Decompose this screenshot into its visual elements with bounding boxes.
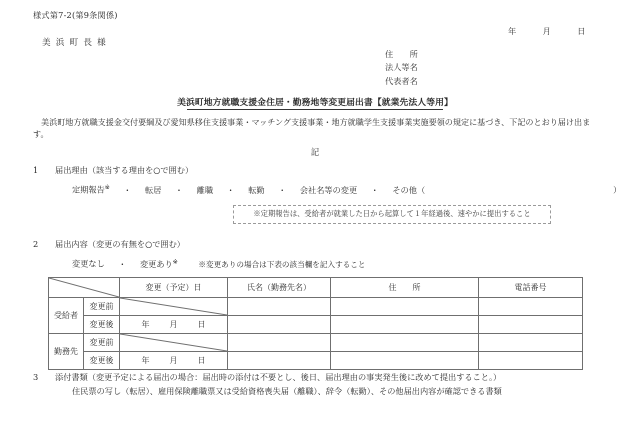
cell-workplace-after-phone[interactable] (479, 352, 583, 370)
separator: ・ (174, 184, 184, 195)
cell-workplace-after-date[interactable] (120, 352, 228, 370)
separator: ・ (226, 184, 235, 195)
table-header-address: 住 所 (331, 278, 479, 298)
cell-workplace-before-phone[interactable] (479, 334, 583, 352)
table-header-row (49, 278, 583, 298)
date-year-label: 年 (141, 355, 150, 365)
reason-option-moving[interactable]: 転居 (145, 184, 162, 195)
applicant-representative-label: 代表者名 (385, 75, 418, 86)
section3-body: 住民票の写し（転居）、雇用保険離職票又は受給資格喪失届（離職）、辞令（転勤）、その他届出内容が確認できる書類 (72, 386, 502, 396)
table-row (49, 334, 583, 352)
table-header-name: 氏名（勤務先名） (228, 278, 331, 298)
applicant-corporation-label: 法人等名 (385, 62, 418, 73)
reason-option-periodic[interactable]: 定期報告※ (72, 184, 110, 195)
change-details-table (48, 277, 583, 370)
cell-recipient-after-name[interactable] (228, 316, 331, 334)
table-header-phone: 電話番号 (479, 278, 583, 298)
separator: ・ (118, 258, 127, 269)
section3-heading (33, 372, 501, 384)
table-row (49, 298, 583, 316)
option-has-change[interactable]: 変更あり※ (139, 258, 178, 269)
periodic-report-note-text: ※定期報告は、受給者が就業した日から起算して１年経過後、速やかに提出すること (253, 209, 531, 219)
addressee: 美浜町長様 (42, 38, 111, 48)
separator: ・ (123, 184, 132, 195)
cell-recipient-after-phone[interactable] (479, 316, 583, 334)
ki-marker: 記 (310, 147, 320, 157)
row-state-before: 変更前 (84, 334, 120, 352)
reason-option-company-name-change[interactable]: 会社名等の変更 (299, 184, 358, 195)
title-underline (187, 109, 443, 110)
option-no-change[interactable]: 変更なし (72, 258, 105, 269)
diagonal-slash-icon (120, 298, 227, 315)
row-state-after: 変更後 (84, 316, 120, 334)
date-line (508, 26, 586, 38)
section1-number: 1 (33, 165, 39, 175)
date-month-label: 月 (542, 26, 552, 36)
section2-heading (33, 239, 185, 251)
date-day-label: 日 (577, 26, 586, 36)
table-row (49, 316, 583, 334)
cell-recipient-before-phone[interactable] (479, 298, 583, 316)
table-header-change-date: 変更（予定）日 (120, 278, 228, 298)
periodic-mark: ※ (104, 184, 110, 191)
cell-recipient-after-address[interactable] (331, 316, 479, 334)
row-group-label-workplace: 勤務先 (49, 334, 84, 370)
date-year-label: 年 (508, 26, 517, 36)
cell-recipient-before-address[interactable] (331, 298, 479, 316)
cell-recipient-before-date[interactable] (120, 298, 228, 316)
section1-title: 届出理由（該当する理由を○で囲む） (55, 165, 194, 175)
table-corner-cell (49, 278, 120, 298)
cell-workplace-after-address[interactable] (331, 352, 479, 370)
date-day-label: 日 (197, 319, 206, 329)
reason-options (72, 184, 621, 197)
intro-paragraph: 美浜町地方就職支援金交付要綱及び愛知県移住支援事業・マッチング支援事業・地方就職学生支援事業実施要領の規定に基づき、下記のとおり届け出ます。 (33, 117, 591, 140)
change-options (72, 258, 365, 271)
section3-number: 3 (33, 372, 39, 382)
diagonal-slash-icon (120, 334, 227, 351)
cell-workplace-before-date[interactable] (120, 334, 228, 352)
cell-workplace-after-name[interactable] (228, 352, 331, 370)
table-row (49, 352, 583, 370)
row-state-after: 変更後 (84, 352, 120, 370)
separator: ・ (370, 184, 379, 195)
diagonal-slash-icon (49, 278, 119, 297)
date-month-label: 月 (169, 319, 178, 329)
date-day-label: 日 (197, 355, 206, 365)
change-hint: ※変更ありの場合は下表の該当欄を記入すること (198, 259, 366, 269)
reason-option-other[interactable]: その他 (392, 184, 417, 195)
other-paren-open: （ (416, 184, 426, 195)
reason-option-resignation[interactable]: 離職 (196, 184, 214, 195)
form-number: 様式第7-2(第9条関係) (33, 10, 118, 20)
date-year-label: 年 (141, 319, 150, 329)
section1-heading (33, 165, 193, 177)
cell-recipient-before-name[interactable] (228, 298, 331, 316)
section2-title: 届出内容（変更の有無を○で囲む） (55, 239, 185, 249)
cell-recipient-after-date[interactable] (120, 316, 228, 334)
section3-title: 添付書類（変更予定による届出の場合：届出時の添付は不要とし、後日、届出理由の事実発生後に改めて提出すること。） (55, 372, 502, 382)
other-paren-close: ） (613, 184, 622, 195)
document-title: 美浜町地方就職支援金住居・勤務地等変更届出書【就業先法人等用】 (177, 98, 453, 108)
row-state-before: 変更前 (84, 298, 120, 316)
cell-workplace-before-address[interactable] (331, 334, 479, 352)
separator: ・ (278, 184, 287, 195)
applicant-block (385, 48, 418, 88)
cell-workplace-before-name[interactable] (228, 334, 331, 352)
date-month-label: 月 (169, 355, 178, 365)
row-group-label-recipient: 受給者 (49, 298, 84, 334)
applicant-address-label: 住 所 (385, 49, 418, 59)
periodic-report-note (233, 205, 551, 224)
reason-option-transfer[interactable]: 転勤 (248, 184, 265, 195)
has-change-mark: ※ (172, 258, 178, 265)
section2-number: 2 (33, 239, 39, 249)
